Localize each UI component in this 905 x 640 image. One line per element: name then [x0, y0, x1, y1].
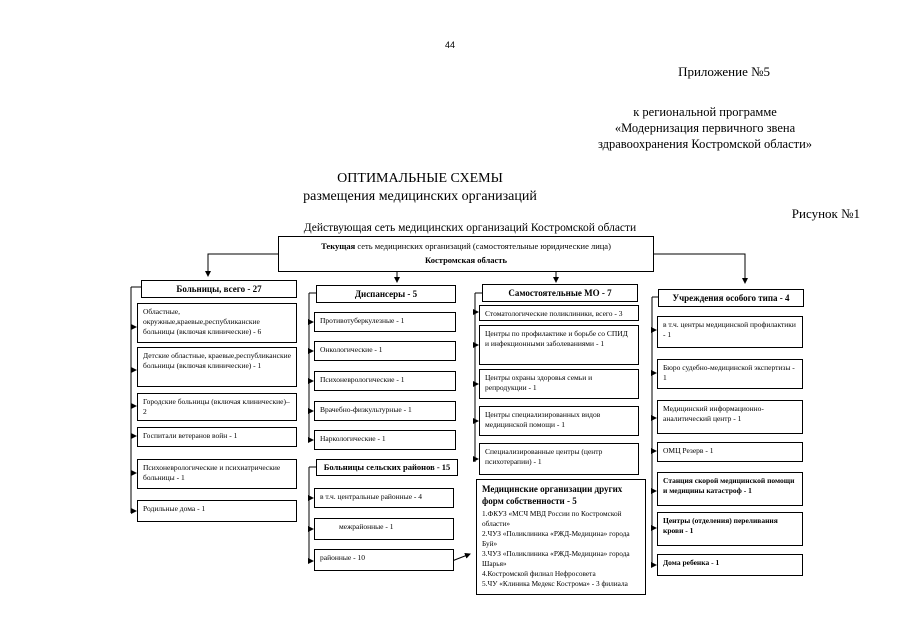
col1-item: Детские областные, краевые,республиканские больницы (включая клинические) - 1: [137, 347, 297, 387]
col4-bold-item: Станция скорой медицинской помощи и медицины катастроф - 1: [657, 472, 803, 506]
title-sub: размещения медицинских организаций: [303, 189, 537, 204]
col4-bold-item: Центры (отделения) переливания крови - 1: [657, 512, 803, 546]
title-main: ОПТИМАЛЬНЫЕ СХЕМЫ: [337, 171, 503, 186]
col2-item: Наркологические - 1: [314, 430, 456, 450]
network-title: Действующая сеть медицинских организаций Костромской области: [303, 222, 637, 234]
col4-item: ОМЦ Резерв - 1: [657, 442, 803, 462]
appendix-line2: к региональной программе: [633, 105, 777, 119]
col2-rural-item: межрайонные - 1: [314, 518, 454, 540]
col2-header: Диспансеры - 5: [316, 285, 456, 303]
col1-item: Областные, окружные,краевые,республиканские больницы (включая клинические) - 6: [137, 303, 297, 343]
col4-item: Бюро судебно-медицинской экспертизы - 1: [657, 359, 803, 389]
figure-label: Рисунок №1: [791, 206, 860, 221]
col1-item: Психоневрологические и психиатрические больницы - 1: [137, 459, 297, 489]
col2-rural-header: Больницы сельских районов - 15: [316, 459, 458, 476]
col2-item: Противотуберкулезные - 1: [314, 312, 456, 332]
appendix-line3: «Модернизация первичного звена: [614, 121, 796, 135]
col3-other-item: 1.ФКУЗ «МСЧ МВД России по Костромской области»: [482, 509, 622, 528]
col3-other-item: 2.ЧУЗ «Поликлиника «РЖД-Медицина» города Буй»: [482, 529, 630, 548]
col3-other-item: 4.Костромской филиал Нефросовета: [482, 569, 596, 578]
col2-item: Психоневрологические - 1: [314, 371, 456, 391]
col3-other-box: [476, 479, 646, 595]
col3-item: Специализированные центры (центр психотерапии) - 1: [479, 443, 639, 475]
appendix-line4: здравоохранения Костромской области»: [597, 137, 813, 151]
col4-header: Учреждения особого типа - 4: [658, 289, 804, 307]
col3-item: Стоматологические поликлиники, всего - 3: [479, 305, 639, 321]
col3-item: Центры охраны здоровья семьи и репродукции - 1: [479, 369, 639, 399]
page-number: 44: [444, 40, 455, 50]
col3-header: Самостоятельные МО - 7: [482, 284, 638, 302]
col4-item: Медицинский информационно-аналитический центр - 1: [657, 400, 803, 434]
col1-item: Городские больницы (включая клинические)–2: [137, 393, 297, 421]
col3-other-header: Медицинские организации других форм собственности - 5: [482, 484, 623, 506]
appendix-number: Приложение №5: [678, 64, 770, 79]
col3-other-item: 5.ЧУ «Клиника Медекс Кострома» - 3 филиала: [482, 579, 628, 588]
top-box-rest: сеть медицинских организаций (самостоятельные юридические лица): [355, 241, 611, 251]
col1-item: Родильные дома - 1: [137, 500, 297, 522]
col4-item: в т.ч. центры медицинской профилактики - 1: [657, 316, 803, 348]
top-box-bold: Текущая: [321, 241, 356, 251]
col1-header: Больницы, всего - 27: [141, 280, 297, 298]
col2-rural-item: районные - 10: [314, 549, 454, 571]
col4-bold-item: Дома ребенка - 1: [657, 554, 803, 576]
col2-item: Онкологические - 1: [314, 341, 456, 361]
top-box-region: Костромская область: [425, 255, 507, 265]
col2-item: Врачебно-физкультурные - 1: [314, 401, 456, 421]
col3-item: Центры по профилактике и борьбе со СПИД и инфекционными заболеваниями - 1: [479, 325, 639, 365]
col3-other-item: 3.ЧУЗ «Поликлиника «РЖД-Медицина» города Шарья»: [482, 549, 630, 568]
col2-rural-item: в т.ч. центральные районные - 4: [314, 488, 454, 508]
col3-item: Центры специализированных видов медицинской помощи - 1: [479, 406, 639, 436]
col1-item: Госпитали ветеранов войн - 1: [137, 427, 297, 447]
